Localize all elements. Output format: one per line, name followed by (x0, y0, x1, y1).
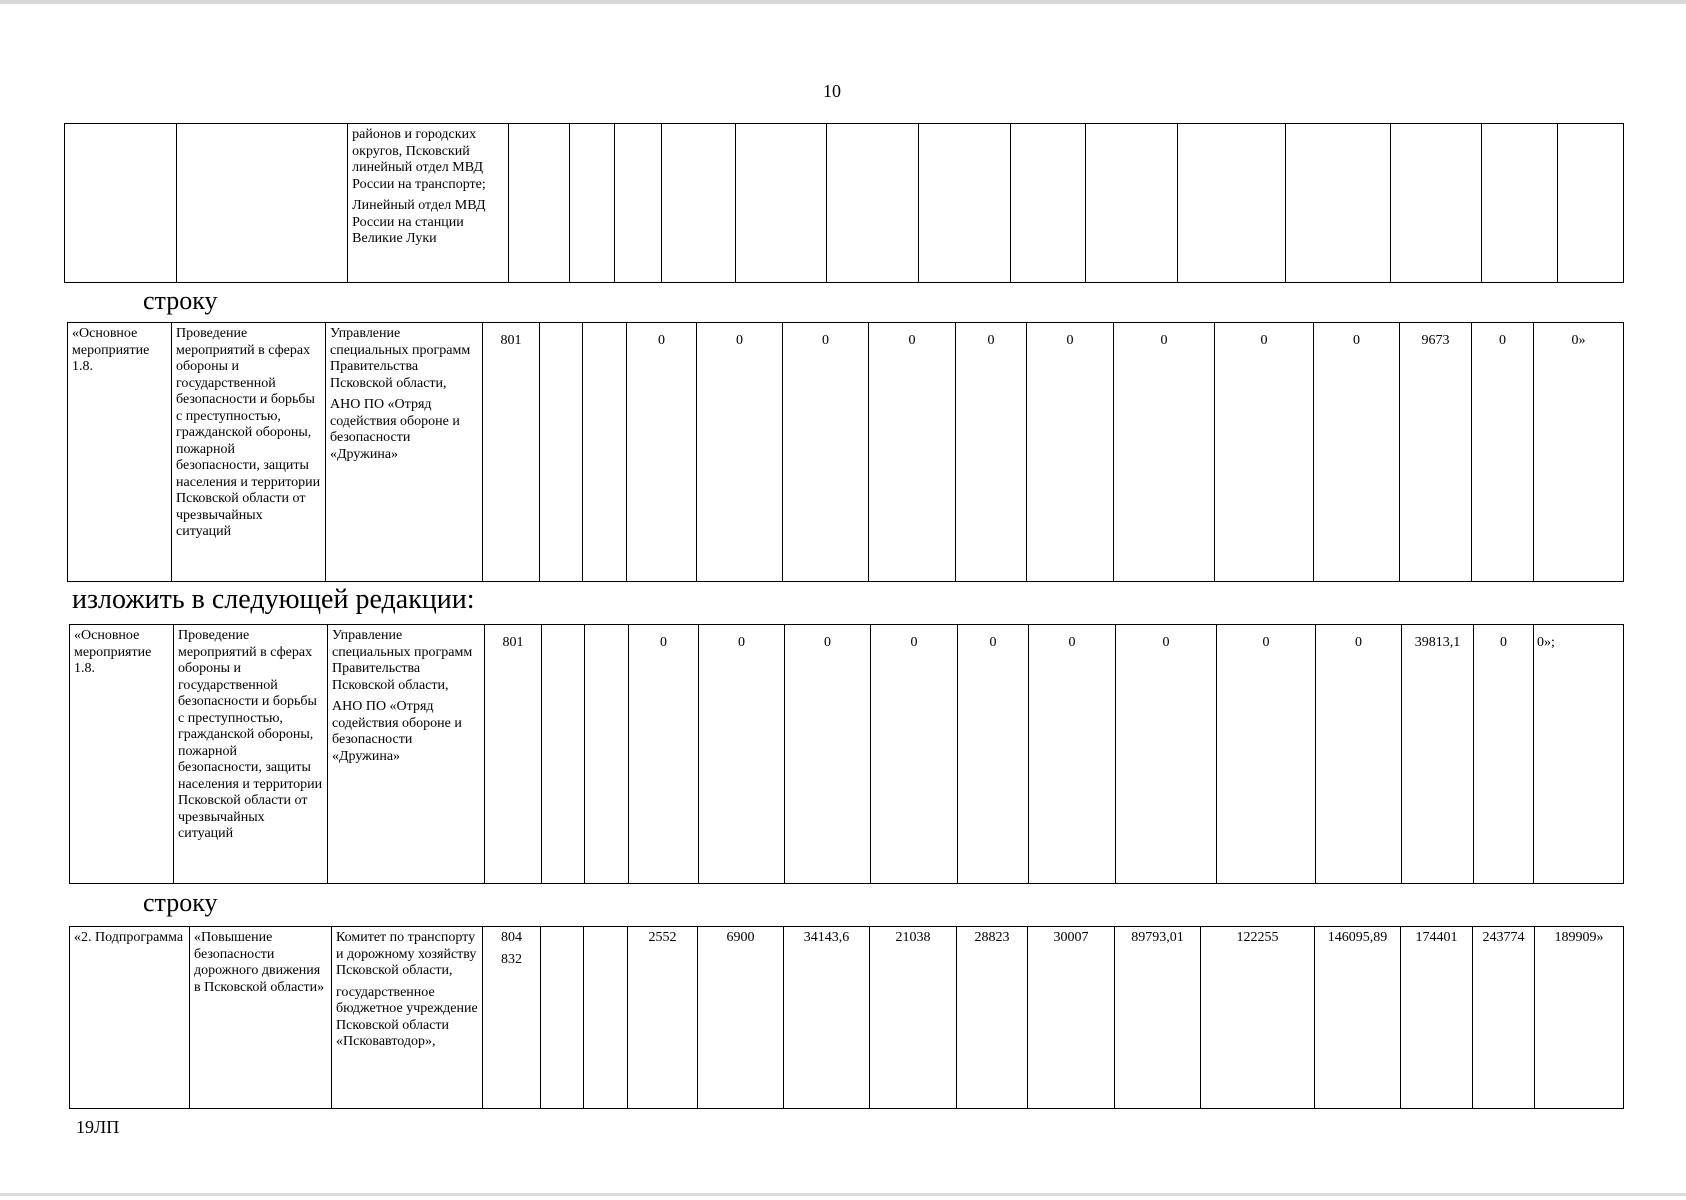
cell-value: 0 (1114, 323, 1215, 582)
cell-value: 0 (1029, 625, 1116, 884)
cell-value: 0 (1217, 625, 1316, 884)
table-row (70, 625, 1624, 884)
code-value: 804 (501, 930, 522, 945)
cell-blank (509, 124, 569, 283)
table-continuation (64, 123, 1624, 283)
cell-blank (569, 124, 615, 283)
cell-value: 2552 (628, 927, 698, 1109)
scan-edge-top (0, 0, 1686, 4)
cell-value: 189909» (1535, 927, 1624, 1109)
cell-code (483, 927, 541, 1109)
cell-title: «Основное мероприятие 1.8. (70, 625, 174, 884)
cell-value: 0» (1534, 323, 1624, 582)
responsible-paragraph: Управление специальных программ Правительства Псковской области, (330, 326, 471, 391)
cell-value: 0 (1472, 323, 1534, 582)
responsible-paragraph: АНО ПО «Отряд содействия обороне и безопасности «Дружина» (332, 699, 462, 764)
cell-value: 28823 (957, 927, 1028, 1109)
cell-blank (65, 124, 177, 283)
cell-blank (1178, 124, 1285, 283)
label-stroku-1: строку (143, 286, 218, 315)
cell-value: 0»; (1534, 625, 1624, 884)
responsible-paragraph: Комитет по транспорту и дорожному хозяйству Псковской области, (336, 930, 477, 978)
cell-value: 6900 (698, 927, 784, 1109)
cell-value: 0 (1116, 625, 1217, 884)
scan-edge-bottom (0, 1193, 1686, 1196)
footer-code: 19ЛП (76, 1117, 120, 1137)
cell-blank (1558, 124, 1624, 283)
cell-value: 0 (629, 625, 699, 884)
cell-value: 0 (869, 323, 956, 582)
cell-blank (1285, 124, 1390, 283)
cell-title: «2. Подпрограмма (70, 927, 190, 1109)
code-value: 832 (501, 951, 522, 967)
cell-value: 0 (958, 625, 1029, 884)
cell-blank (1390, 124, 1481, 283)
cell-value (540, 323, 583, 582)
cell-value: 146095,89 (1315, 927, 1401, 1109)
table-old-row (67, 322, 1624, 582)
cell-value (585, 625, 629, 884)
cell-blank (1481, 124, 1557, 283)
cell-responsible (332, 927, 483, 1109)
cell-value: 21038 (870, 927, 957, 1109)
table-row (70, 927, 1624, 1109)
responsible-paragraph: государственное бюджетное учреждение Псковской области «Псковавтодор», (336, 984, 478, 1049)
cell-value: 30007 (1028, 927, 1115, 1109)
cell-value: 122255 (1201, 927, 1315, 1109)
table-subprogram-2 (69, 926, 1624, 1109)
table-row (68, 323, 1624, 582)
cell-value: 174401 (1401, 927, 1473, 1109)
cell-value (583, 323, 627, 582)
cell-value: 0 (1474, 625, 1534, 884)
responsible-paragraph: Управление специальных программ Правительства Псковской области, (332, 628, 473, 693)
cell-value (584, 927, 628, 1109)
cell-responsible (328, 625, 485, 884)
responsible-paragraph: Линейный отдел МВД России на станции Великие Луки (352, 198, 486, 246)
cell-code: 801 (483, 323, 540, 582)
cell-description: «Повышение безопасности дорожного движения в Псковской области» (190, 927, 332, 1109)
cell-blank (662, 124, 736, 283)
cell-value: 0 (699, 625, 785, 884)
cell-value: 0 (871, 625, 958, 884)
cell-value: 9673 (1400, 323, 1472, 582)
responsible-paragraph: районов и городских округов, Псковский линейный отдел МВД России на транспорте; (352, 127, 486, 192)
cell-blank (1010, 124, 1085, 283)
cell-value: 0 (1316, 625, 1402, 884)
cell-value (541, 927, 584, 1109)
label-stroku-2: строку (143, 888, 218, 917)
cell-responsible (348, 124, 509, 283)
cell-code: 801 (485, 625, 542, 884)
cell-blank (1086, 124, 1178, 283)
cell-blank (177, 124, 348, 283)
cell-value: 34143,6 (784, 927, 870, 1109)
table-new-row (69, 624, 1624, 884)
cell-value: 0 (956, 323, 1027, 582)
page-number: 10 (823, 81, 841, 101)
table-row (65, 124, 1624, 283)
cell-value: 39813,1 (1402, 625, 1474, 884)
cell-value (542, 625, 585, 884)
cell-blank (827, 124, 918, 283)
cell-blank (736, 124, 827, 283)
cell-responsible (326, 323, 483, 582)
cell-value: 0 (627, 323, 697, 582)
cell-blank (918, 124, 1010, 283)
responsible-paragraph: АНО ПО «Отряд содействия обороне и безопасности «Дружина» (330, 397, 460, 462)
cell-value: 0 (1215, 323, 1314, 582)
cell-title: «Основное мероприятие 1.8. (68, 323, 172, 582)
cell-value: 0 (697, 323, 783, 582)
cell-value: 0 (1027, 323, 1114, 582)
cell-description: Проведение мероприятий в сферах обороны и государственной безопасности и борьбы с преступностью, гражданской обороны, пожарной безопасности, защиты населения и территории Псковской области от чрезвычайных ситуаций (174, 625, 328, 884)
cell-value: 0 (785, 625, 871, 884)
label-izlozhit: изложить в следующей редакции: (72, 584, 475, 615)
cell-blank (615, 124, 662, 283)
cell-description: Проведение мероприятий в сферах обороны и государственной безопасности и борьбы с преступностью, гражданской обороны, пожарной безопасности, защиты населения и территории Псковской области от чрезвычайных ситуаций (172, 323, 326, 582)
cell-value: 243774 (1473, 927, 1535, 1109)
cell-value: 0 (783, 323, 869, 582)
cell-value: 89793,01 (1115, 927, 1201, 1109)
cell-value: 0 (1314, 323, 1400, 582)
